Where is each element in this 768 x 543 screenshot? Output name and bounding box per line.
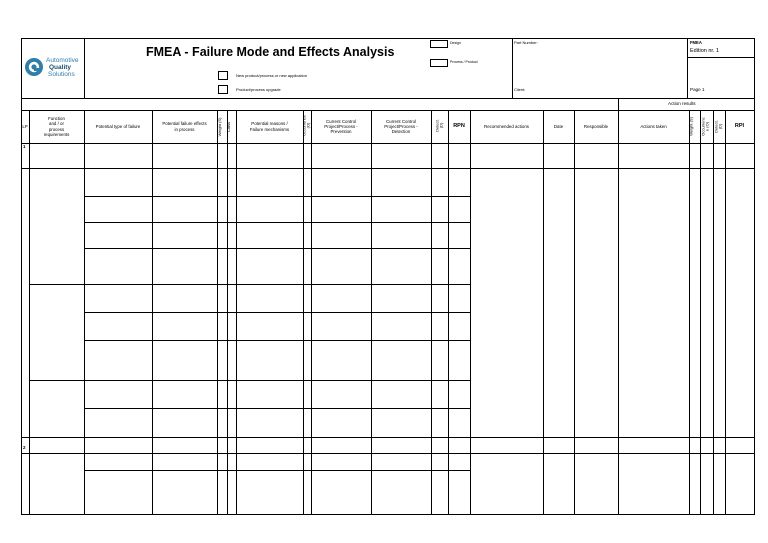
fmea-label: FMEA bbox=[690, 40, 702, 45]
col-rpi: RPI bbox=[734, 123, 745, 130]
action-results-label: Action results bbox=[668, 101, 696, 106]
design-label: Design bbox=[450, 41, 461, 45]
design-checkbox[interactable] bbox=[430, 40, 448, 48]
process-product-checkbox[interactable] bbox=[430, 59, 448, 67]
process-product-label: Process / Product bbox=[450, 60, 478, 64]
col-res-weight: Weight (S) bbox=[688, 117, 694, 136]
col-reasons: Potential reasons / Failure mechanisms bbox=[249, 121, 290, 132]
part-number-label: Part Number: bbox=[514, 40, 538, 45]
col-rpn: RPN bbox=[453, 123, 465, 130]
upgrade-checkbox[interactable] bbox=[218, 85, 228, 94]
col-responsible: Responsible bbox=[583, 123, 609, 129]
col-control-prevention: Current Control Project/Process - Prevention bbox=[324, 118, 358, 135]
client-label: Client: bbox=[514, 87, 526, 92]
page-title: FMEA - Failure Mode and Effects Analysis bbox=[146, 45, 395, 59]
row-number-1: 1 bbox=[23, 144, 26, 149]
col-class: Class bbox=[226, 122, 231, 133]
aqs-logo-icon bbox=[24, 57, 44, 77]
col-failure-effects: Potential failure effects in process bbox=[162, 121, 207, 132]
col-res-detect: Detect. (D) bbox=[713, 120, 723, 133]
col-actions-taken: Actions taken bbox=[640, 123, 667, 129]
upgrade-label: Product/process upgrade bbox=[236, 87, 281, 92]
col-control-detection: Current Control Project/Process - Detection bbox=[384, 118, 418, 135]
col-lp: LP bbox=[22, 123, 28, 129]
col-weight: Weight (S) bbox=[217, 117, 222, 137]
new-application-label: New product/process or new application bbox=[236, 73, 307, 78]
col-res-occurrence: Occurrenc e (O) bbox=[700, 117, 710, 136]
logo-line-quality: Quality bbox=[49, 64, 72, 71]
logo-line-solutions: Solutions bbox=[48, 71, 75, 78]
col-date: Date bbox=[553, 123, 564, 129]
col-failure-type: Potential type of failure bbox=[95, 123, 141, 129]
col-recommended: Recommended actions bbox=[484, 123, 529, 129]
edition-label: Edition nr. 1 bbox=[690, 48, 720, 54]
new-application-checkbox[interactable] bbox=[218, 71, 228, 80]
col-detect: Detect. (D) bbox=[434, 119, 444, 132]
aqs-logo bbox=[24, 54, 82, 82]
row-number-2: 2 bbox=[23, 445, 26, 450]
logo-line-automotive: Automotive bbox=[46, 57, 79, 64]
col-function: Function and / or process requirements bbox=[43, 116, 70, 137]
col-occurrence: Occurrence (O) bbox=[301, 115, 311, 136]
page-number-label: Page 1 bbox=[690, 87, 705, 92]
